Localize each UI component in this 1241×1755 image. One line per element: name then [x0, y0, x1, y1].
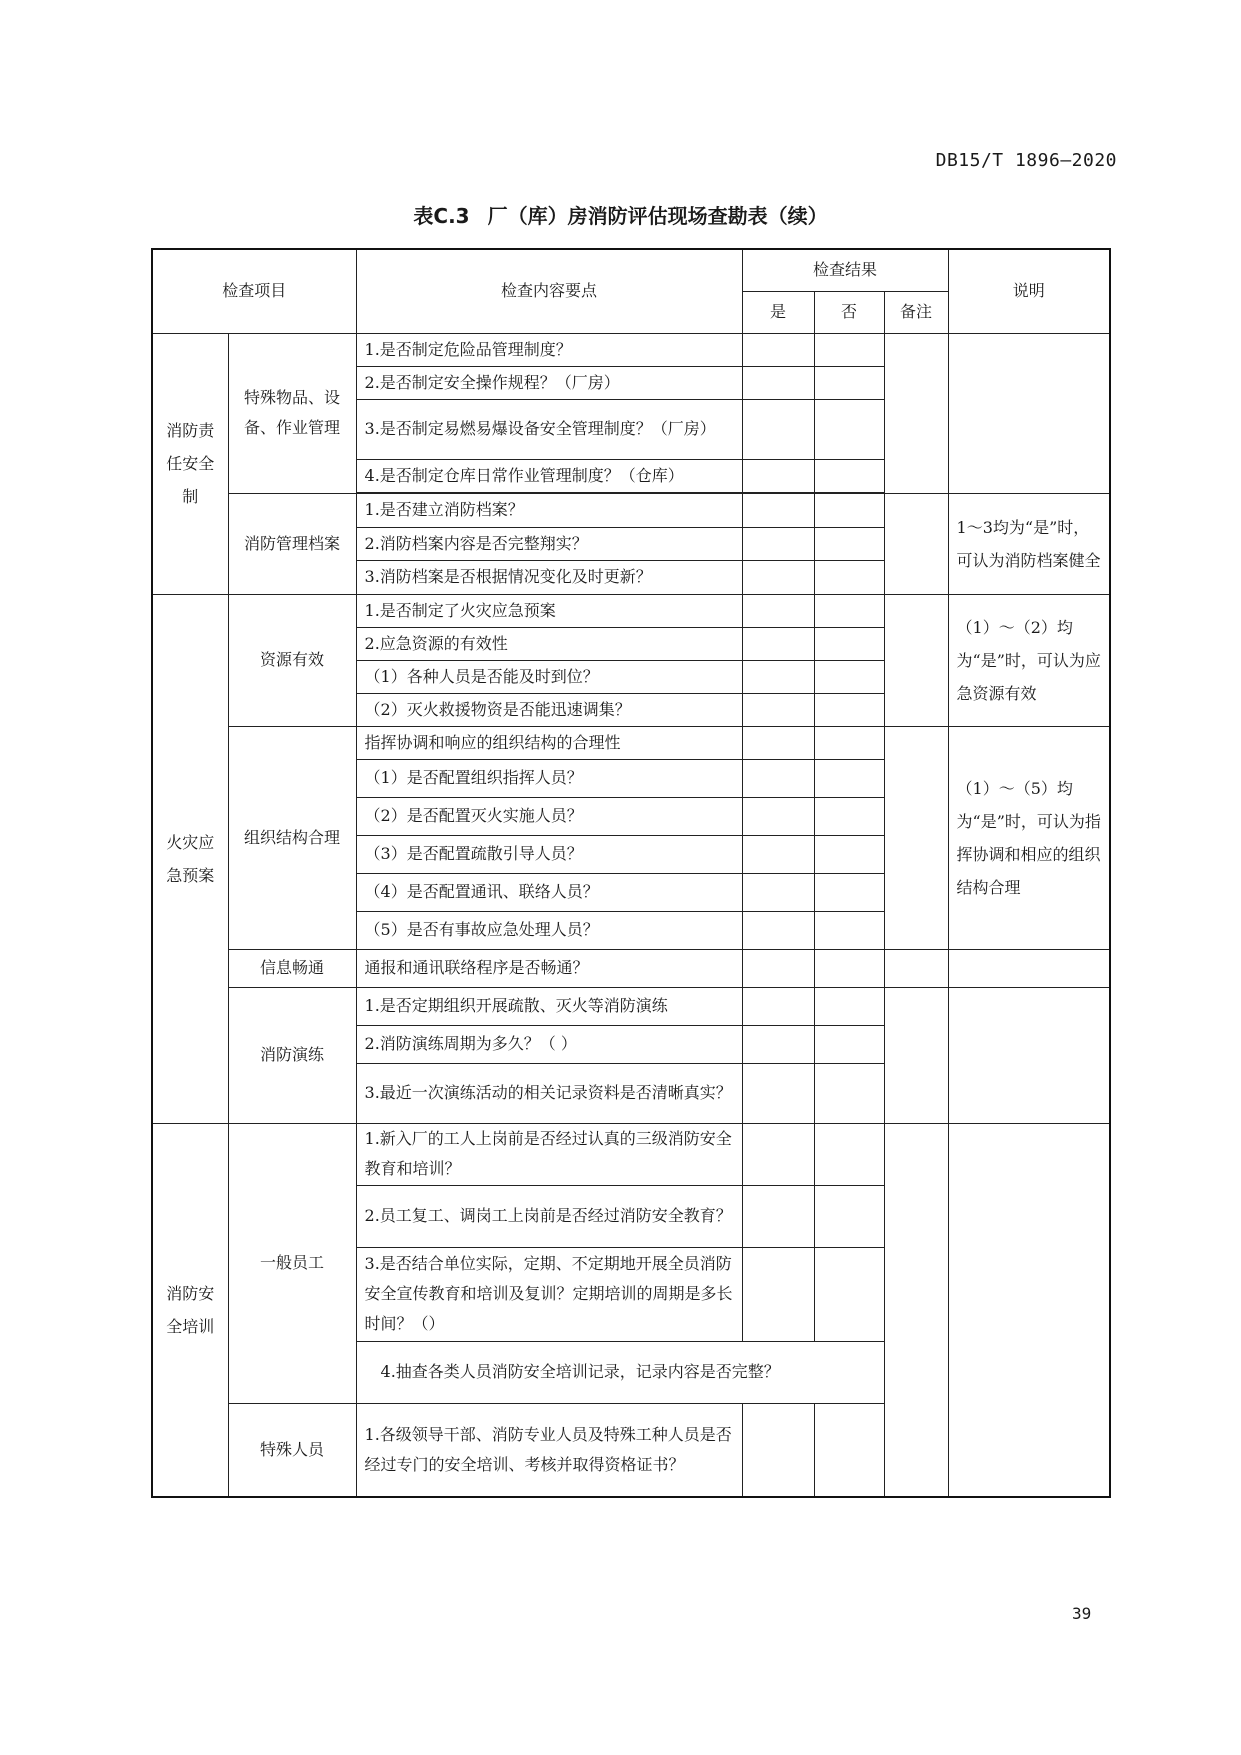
yes-cell[interactable] [742, 399, 814, 459]
explain-cell [948, 333, 1110, 493]
explain-cell [948, 1123, 1110, 1497]
no-cell[interactable] [814, 560, 884, 594]
no-cell[interactable] [814, 594, 884, 627]
table-row [152, 493, 1110, 527]
remark-cell[interactable] [884, 726, 948, 949]
no-cell[interactable] [814, 1063, 884, 1123]
no-cell[interactable] [814, 726, 884, 759]
check-item: （5）是否有事故应急处理人员？ [356, 911, 742, 949]
check-item: 3.消防档案是否根据情况变化及时更新？ [356, 560, 742, 594]
yes-cell[interactable] [742, 627, 814, 660]
check-item: 指挥协调和响应的组织结构的合理性 [356, 726, 742, 759]
category-cell: 消防安全培训 [152, 1123, 228, 1497]
no-cell[interactable] [814, 949, 884, 987]
check-item: （3）是否配置疏散引导人员？ [356, 835, 742, 873]
category-cell: 火灾应急预案 [152, 594, 228, 1123]
table-row [152, 333, 1110, 366]
check-item: 通报和通讯联络程序是否畅通？ [356, 949, 742, 987]
yes-cell[interactable] [742, 835, 814, 873]
yes-cell[interactable] [742, 873, 814, 911]
check-item: 1.是否制定危险品管理制度？ [356, 333, 742, 366]
explain-cell: 1～3均为“是”时，可认为消防档案健全 [948, 493, 1110, 594]
yes-cell[interactable] [742, 759, 814, 797]
subcategory-cell: 资源有效 [228, 594, 356, 726]
check-item: （2）灭火救援物资是否能迅速调集？ [356, 693, 742, 726]
remark-cell[interactable] [884, 1123, 948, 1497]
explain-cell [948, 949, 1110, 987]
table-row [152, 987, 1110, 1025]
yes-cell[interactable] [742, 333, 814, 366]
header-explain: 说明 [948, 249, 1110, 333]
table-row [152, 594, 1110, 627]
no-cell[interactable] [814, 911, 884, 949]
remark-cell[interactable] [884, 949, 948, 987]
check-item: 2.是否制定安全操作规程？（厂房） [356, 366, 742, 399]
no-cell[interactable] [814, 459, 884, 492]
no-cell[interactable] [814, 797, 884, 835]
check-item: 4.抽查各类人员消防安全培训记录，记录内容是否完整？ [356, 1341, 884, 1403]
yes-cell[interactable] [742, 1185, 814, 1247]
yes-cell[interactable] [742, 1247, 814, 1341]
table-row [152, 949, 1110, 987]
no-cell[interactable] [814, 493, 884, 527]
no-cell[interactable] [814, 333, 884, 366]
check-item: 2.应急资源的有效性 [356, 627, 742, 660]
yes-cell[interactable] [742, 987, 814, 1025]
no-cell[interactable] [814, 1247, 884, 1341]
yes-cell[interactable] [742, 527, 814, 560]
page-number: 39 [1072, 1604, 1092, 1623]
no-cell[interactable] [814, 693, 884, 726]
check-item: 1.是否定期组织开展疏散、灭火等消防演练 [356, 987, 742, 1025]
explain-cell [948, 987, 1110, 1123]
yes-cell[interactable] [742, 1123, 814, 1185]
header-yes: 是 [742, 291, 814, 333]
table-row [152, 726, 1110, 759]
check-item: 3.是否制定易燃易爆设备安全管理制度？（厂房） [356, 399, 742, 459]
table-row [152, 1123, 1110, 1185]
subcategory-cell: 组织结构合理 [228, 726, 356, 949]
yes-cell[interactable] [742, 594, 814, 627]
yes-cell[interactable] [742, 797, 814, 835]
header-item: 检查项目 [152, 249, 356, 333]
no-cell[interactable] [814, 759, 884, 797]
check-item: 2.消防演练周期为多久？（ ） [356, 1025, 742, 1063]
remark-cell[interactable] [884, 333, 948, 493]
no-cell[interactable] [814, 399, 884, 459]
yes-cell[interactable] [742, 1025, 814, 1063]
yes-cell[interactable] [742, 726, 814, 759]
check-item: 1.新入厂的工人上岗前是否经过认真的三级消防安全教育和培训？ [356, 1123, 742, 1185]
yes-cell[interactable] [742, 366, 814, 399]
document-code: DB15/T 1896—2020 [935, 150, 1117, 171]
subcategory-cell: 特殊物品、设备、作业管理 [228, 333, 356, 493]
yes-cell[interactable] [742, 660, 814, 693]
table-title-text: 厂（库）房消防评估现场查勘表（续） [487, 204, 828, 228]
table-number: 表C.3 [413, 204, 470, 228]
header-no: 否 [814, 291, 884, 333]
remark-cell[interactable] [884, 594, 948, 726]
table-title [0, 200, 1241, 229]
check-item: 1.是否建立消防档案？ [356, 493, 742, 527]
explain-cell: （1）～（2）均为“是”时，可认为应急资源有效 [948, 594, 1110, 726]
no-cell[interactable] [814, 527, 884, 560]
check-item: 3.最近一次演练活动的相关记录资料是否清晰真实？ [356, 1063, 742, 1123]
check-item: （1）各种人员是否能及时到位？ [356, 660, 742, 693]
check-item: 1.是否制定了火灾应急预案 [356, 594, 742, 627]
remark-cell[interactable] [884, 987, 948, 1123]
yes-cell[interactable] [742, 911, 814, 949]
no-cell[interactable] [814, 987, 884, 1025]
check-item: （1）是否配置组织指挥人员？ [356, 759, 742, 797]
subcategory-cell: 特殊人员 [228, 1403, 356, 1497]
remark-cell[interactable] [884, 493, 948, 594]
no-cell[interactable] [814, 1025, 884, 1063]
yes-cell[interactable] [742, 1403, 814, 1497]
no-cell[interactable] [814, 835, 884, 873]
check-item: 1.各级领导干部、消防专业人员及特殊工种人员是否经过专门的安全培训、考核并取得资格证书？ [356, 1403, 742, 1497]
yes-cell[interactable] [742, 493, 814, 527]
header-remark: 备注 [884, 291, 948, 333]
subcategory-cell: 消防演练 [228, 987, 356, 1123]
subcategory-cell: 一般员工 [228, 1123, 356, 1403]
no-cell[interactable] [814, 1123, 884, 1185]
no-cell[interactable] [814, 660, 884, 693]
check-item: 2.消防档案内容是否完整翔实？ [356, 527, 742, 560]
yes-cell[interactable] [742, 1063, 814, 1123]
subcategory-cell: 消防管理档案 [228, 493, 356, 594]
header-result: 检查结果 [742, 249, 948, 291]
no-cell[interactable] [814, 1403, 884, 1497]
inspection-table [151, 248, 1111, 1498]
check-item: 3.是否结合单位实际，定期、不定期地开展全员消防安全宣传教育和培训及复训？定期培训的周期是多长时间？（） [356, 1247, 742, 1341]
no-cell[interactable] [814, 366, 884, 399]
header-content: 检查内容要点 [356, 249, 742, 333]
check-item: 4.是否制定仓库日常作业管理制度？（仓库） [356, 459, 742, 492]
yes-cell[interactable] [742, 949, 814, 987]
subcategory-cell: 信息畅通 [228, 949, 356, 987]
check-item: （4）是否配置通讯、联络人员？ [356, 873, 742, 911]
no-cell[interactable] [814, 1185, 884, 1247]
check-item: （2）是否配置灭火实施人员？ [356, 797, 742, 835]
no-cell[interactable] [814, 873, 884, 911]
yes-cell[interactable] [742, 560, 814, 594]
yes-cell[interactable] [742, 459, 814, 492]
no-cell[interactable] [814, 627, 884, 660]
explain-cell: （1）～（5）均为“是”时，可认为指挥协调和相应的组织结构合理 [948, 726, 1110, 949]
yes-cell[interactable] [742, 693, 814, 726]
check-item: 2.员工复工、调岗工上岗前是否经过消防安全教育？ [356, 1185, 742, 1247]
category-cell: 消防责任安全制 [152, 333, 228, 594]
